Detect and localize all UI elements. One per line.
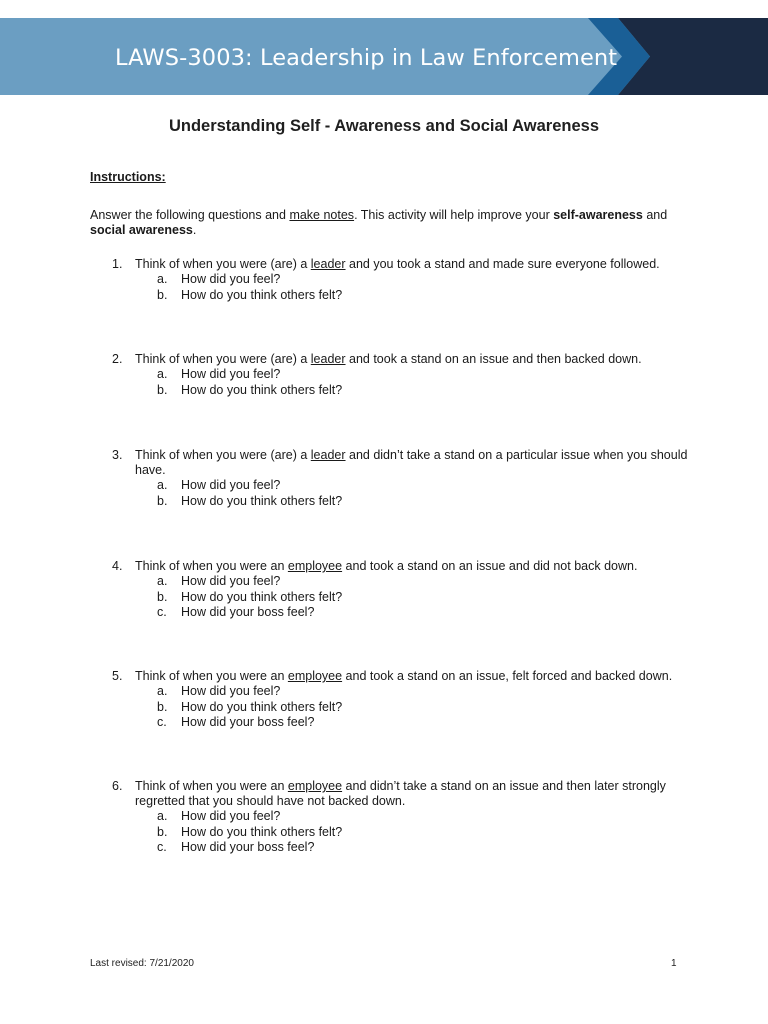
- sub-question: [90, 715, 690, 731]
- question-number: 1.: [112, 257, 123, 271]
- intro-text-1: Answer the following questions and: [90, 208, 290, 222]
- sub-text: How did your boss feel?: [181, 840, 315, 854]
- sub-text: How did you feel?: [181, 367, 281, 381]
- sub-question: [90, 383, 690, 399]
- page-title: Understanding Self - Awareness and Social Awareness: [168, 117, 600, 135]
- sub-text: How do you think others felt?: [181, 699, 343, 714]
- question-post: and took a stand on an issue, felt forced and backed down.: [342, 669, 673, 683]
- sub-question: [90, 494, 690, 510]
- sub-text: How did you feel?: [181, 478, 281, 492]
- sub-question: [90, 605, 690, 621]
- question-1: [90, 257, 690, 303]
- sub-text: How do you think others felt?: [181, 382, 343, 397]
- employee-link[interactable]: employee: [287, 559, 343, 573]
- question-text: [90, 448, 690, 478]
- sub-text: How do you think others felt?: [181, 287, 343, 302]
- sub-text: How did your boss feel?: [181, 715, 315, 729]
- sub-question: [90, 684, 690, 700]
- question-number: 4.: [112, 559, 123, 573]
- sub-letter: b.: [157, 287, 168, 302]
- sub-text: How did you feel?: [181, 272, 281, 286]
- sub-question: [90, 288, 690, 304]
- sub-text: How do you think others felt?: [181, 493, 343, 508]
- sub-letter: a.: [157, 574, 168, 588]
- intro-text-2: . This activity will help improve your: [354, 208, 554, 222]
- sub-question: [90, 825, 690, 841]
- question-pre: Think of when you were an: [135, 559, 288, 573]
- make-notes-link[interactable]: make notes: [289, 208, 355, 222]
- sub-text: How did you feel?: [181, 684, 281, 698]
- sub-letter: c.: [157, 840, 167, 854]
- question-post: and took a stand on an issue and did not back down.: [342, 559, 638, 573]
- sub-letter: b.: [157, 589, 168, 604]
- sub-text: How do you think others felt?: [181, 824, 343, 839]
- sub-letter: b.: [157, 824, 168, 839]
- intro-text-4: .: [192, 223, 197, 237]
- question-post: and took a stand on an issue and then backed down.: [345, 352, 642, 366]
- question-number: 2.: [112, 352, 123, 366]
- question-number: 3.: [112, 448, 123, 462]
- course-title: LAWS-3003: Leadership in Law Enforcement: [115, 45, 618, 71]
- question-post: and didn’t take a stand on a particular issue when you should have.: [135, 448, 688, 477]
- question-pre: Think of when you were an: [135, 669, 288, 683]
- sub-question: [90, 809, 690, 825]
- sub-question: [90, 590, 690, 606]
- sub-question: [90, 272, 690, 288]
- employee-link[interactable]: employee: [287, 779, 343, 793]
- question-text: [90, 257, 690, 272]
- sub-text: How did you feel?: [181, 574, 281, 588]
- leader-link[interactable]: leader: [310, 257, 346, 271]
- sub-letter: c.: [157, 605, 167, 619]
- question-pre: Think of when you were an: [135, 779, 288, 793]
- question-pre: Think of when you were (are) a: [135, 352, 311, 366]
- question-number: 5.: [112, 669, 123, 683]
- sub-letter: b.: [157, 382, 168, 397]
- sub-letter: a.: [157, 367, 168, 381]
- sub-letter: c.: [157, 715, 167, 729]
- sub-letter: a.: [157, 809, 168, 823]
- self-awareness-term: self-awareness: [553, 208, 643, 222]
- question-text: [90, 669, 690, 684]
- page-number: 1: [671, 958, 677, 969]
- intro-paragraph: [90, 208, 680, 238]
- sub-letter: a.: [157, 272, 168, 286]
- sub-letter: a.: [157, 478, 168, 492]
- leader-link[interactable]: leader: [310, 352, 346, 366]
- sub-question: [90, 574, 690, 590]
- sub-text: How did your boss feel?: [181, 605, 315, 619]
- sub-question: [90, 478, 690, 494]
- question-pre: Think of when you were (are) a: [135, 448, 311, 462]
- sub-letter: a.: [157, 684, 168, 698]
- question-text: [90, 779, 690, 809]
- sub-question: [90, 367, 690, 383]
- intro-text-3: and: [642, 208, 668, 222]
- question-6: [90, 779, 690, 856]
- question-post: and you took a stand and made sure everyone followed.: [345, 257, 660, 271]
- question-3: [90, 448, 690, 509]
- header-banner: [0, 18, 768, 95]
- question-text: [90, 352, 690, 367]
- question-number: 6.: [112, 779, 123, 793]
- sub-question: [90, 840, 690, 856]
- social-awareness-term: social awareness: [90, 223, 193, 237]
- question-post: and didn’t take a stand on an issue and then later strongly regretted that you should have not backed down.: [135, 779, 666, 808]
- instructions-label: Instructions:: [90, 170, 166, 184]
- employee-link[interactable]: employee: [287, 669, 343, 683]
- question-4: [90, 559, 690, 621]
- sub-text: How did you feel?: [181, 809, 281, 823]
- question-text: [90, 559, 690, 574]
- leader-link[interactable]: leader: [310, 448, 346, 462]
- sub-question: [90, 700, 690, 716]
- sub-letter: b.: [157, 699, 168, 714]
- question-2: [90, 352, 690, 398]
- question-pre: Think of when you were (are) a: [135, 257, 311, 271]
- question-5: [90, 669, 690, 731]
- sub-text: How do you think others felt?: [181, 589, 343, 604]
- sub-letter: b.: [157, 493, 168, 508]
- last-revised-date: Last revised: 7/21/2020: [90, 958, 194, 969]
